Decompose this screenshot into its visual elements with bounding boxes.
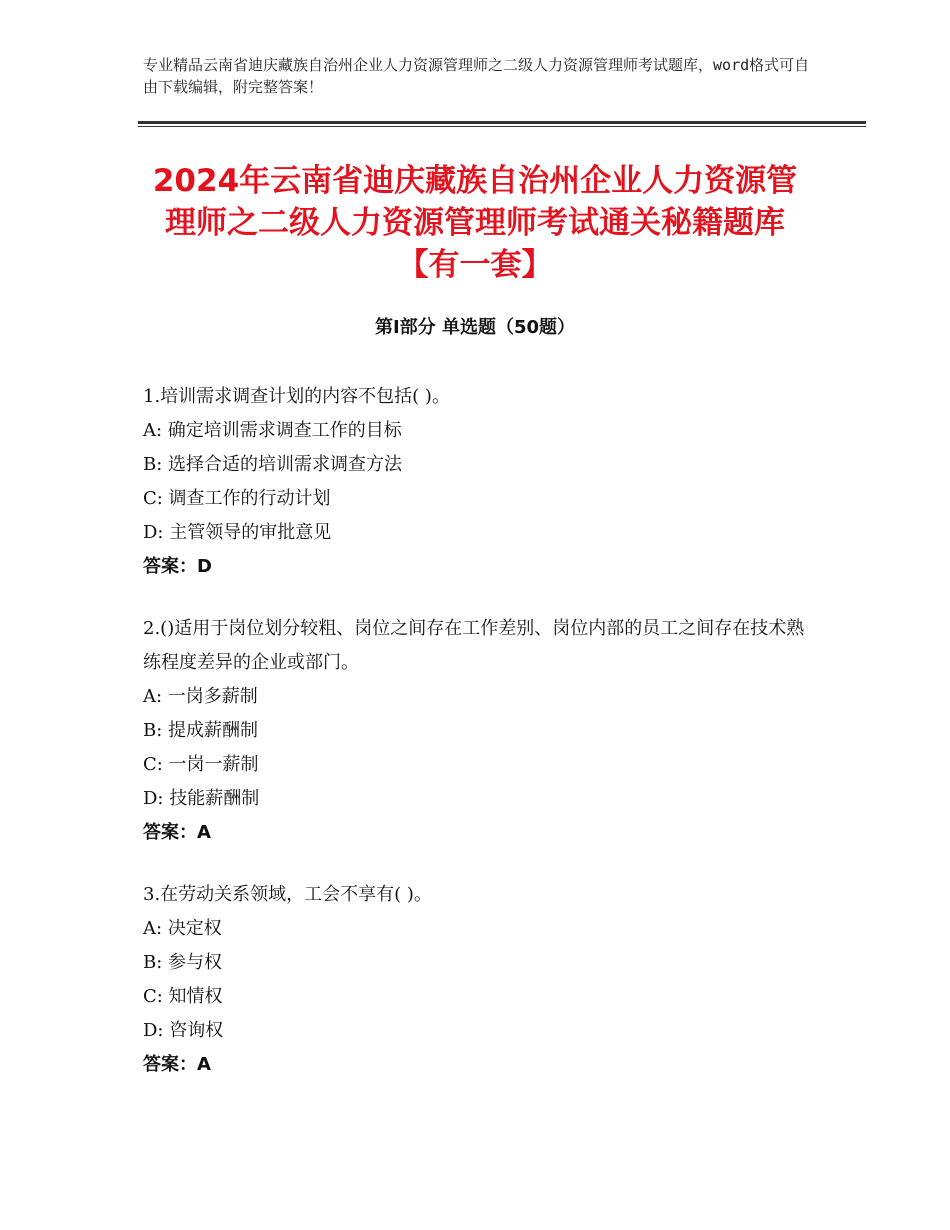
header-divider-thick [138, 121, 866, 124]
answer: 答案：A [143, 822, 211, 843]
option-b: B: 选择合适的培训需求调查方法 [143, 454, 403, 475]
question-list [143, 380, 813, 1110]
header-note: 专业精品云南省迪庆藏族自治州企业人力资源管理师之二级人力资源管理师考试题库，word格式可自由下载编辑，附完整答案！ [143, 56, 810, 96]
option-a: A: 决定权 [143, 918, 222, 939]
option-c: C: 一岗一薪制 [143, 754, 259, 775]
option-c: C: 调查工作的行动计划 [143, 488, 331, 509]
option-b: B: 参与权 [143, 952, 223, 973]
question-stem: 3.在劳动关系领域，工会不享有( )。 [143, 884, 432, 905]
answer: 答案：D [143, 556, 212, 577]
question-stem: 1.培训需求调查计划的内容不包括( )。 [143, 386, 450, 407]
option-c: C: 知情权 [143, 986, 223, 1007]
option-a: A: 确定培训需求调查工作的目标 [143, 420, 402, 441]
section-title: 第Ⅰ部分 单选题（50题） [374, 317, 575, 338]
option-d: D: 咨询权 [143, 1020, 224, 1041]
answer: 答案：A [143, 1054, 211, 1075]
document-title: 2024年云南省迪庆藏族自治州企业人力资源管理师之二级人力资源管理师考试通关秘籍题库【有一套】 [152, 163, 798, 283]
question-1 [143, 380, 813, 584]
question-stem: 2.()适用于岗位划分较粗、岗位之间存在工作差别、岗位内部的员工之间存在技术熟练程度差异的企业或部门。 [143, 618, 805, 673]
option-b: B: 提成薪酬制 [143, 720, 259, 741]
question-3 [143, 878, 813, 1082]
header-divider-thin [138, 126, 866, 127]
option-d: D: 主管领导的审批意见 [143, 522, 332, 543]
question-2 [143, 612, 813, 850]
option-d: D: 技能薪酬制 [143, 788, 260, 809]
option-a: A: 一岗多薪制 [143, 686, 258, 707]
